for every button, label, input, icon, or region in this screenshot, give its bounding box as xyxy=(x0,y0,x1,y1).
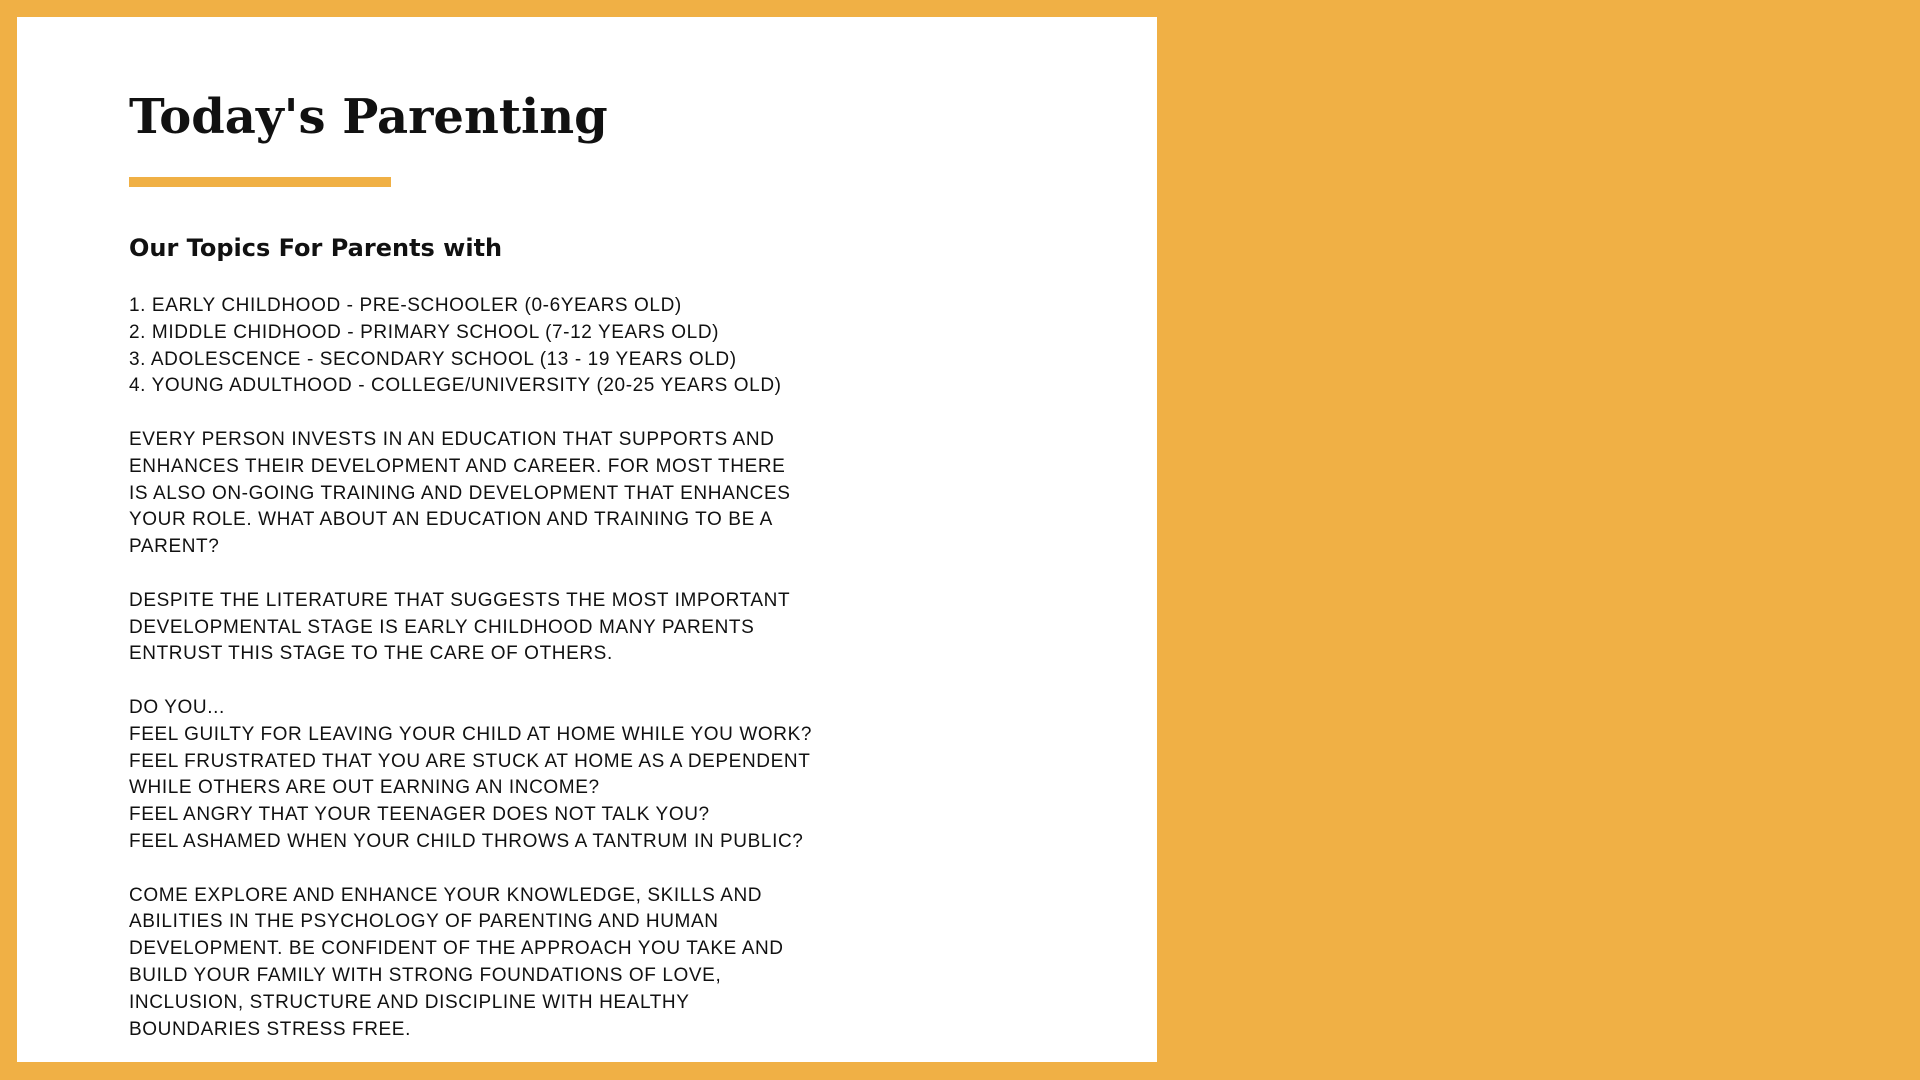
paragraph-line: ENTRUST THIS STAGE TO THE CARE OF OTHERS. xyxy=(129,643,613,665)
topic-item: 2. MIDDLE CHIDHOOD - PRIMARY SCHOOL (7-12 YEARS OLD) xyxy=(129,321,720,343)
questions-intro: DO YOU... xyxy=(129,696,225,718)
paragraph-line: EVERY PERSON INVESTS IN AN EDUCATION THAT SUPPORTS AND xyxy=(129,428,775,450)
paragraph-line: PARENT? xyxy=(129,536,220,558)
topic-item: 4. YOUNG ADULTHOOD - COLLEGE/UNIVERSITY (20-25 YEARS OLD) xyxy=(129,375,782,397)
question-line: FEEL ASHAMED WHEN YOUR CHILD THROWS A TANTRUM IN PUBLIC? xyxy=(129,830,804,852)
questions-block xyxy=(129,695,849,856)
paragraph-line: DESPITE THE LITERATURE THAT SUGGESTS THE MOST IMPORTANT xyxy=(129,589,791,611)
section-subtitle: Our Topics For Parents with xyxy=(129,234,503,262)
spacer xyxy=(129,668,849,695)
paragraph-line: ENHANCES THEIR DEVELOPMENT AND CAREER. FOR MOST THERE xyxy=(129,455,786,477)
question-line: FEEL ANGRY THAT YOUR TEENAGER DOES NOT TALK YOU? xyxy=(129,804,710,826)
paragraph-line: BUILD YOUR FAMILY WITH STRONG FOUNDATIONS OF LOVE, xyxy=(129,964,722,986)
paragraph-line: INCLUSION, STRUCTURE AND DISCIPLINE WITH HEALTHY xyxy=(129,991,690,1013)
paragraph-line: ABILITIES IN THE PSYCHOLOGY OF PARENTING AND HUMAN xyxy=(129,911,719,933)
spacer xyxy=(129,856,849,883)
title-underline-bar xyxy=(129,177,391,187)
spacer xyxy=(129,561,849,588)
topic-item: 3. ADOLESCENCE - SECONDARY SCHOOL (13 - 19 YEARS OLD) xyxy=(129,348,737,370)
literature-paragraph xyxy=(129,588,849,668)
spacer xyxy=(129,400,849,427)
question-line: FEEL FRUSTRATED THAT YOU ARE STUCK AT HOME AS A DEPENDENT xyxy=(129,750,811,772)
paragraph-line: YOUR ROLE. WHAT ABOUT AN EDUCATION AND TRAINING TO BE A xyxy=(129,509,773,531)
closing-paragraph xyxy=(129,883,849,1044)
content-card xyxy=(17,17,1157,1062)
intro-paragraph xyxy=(129,427,849,561)
paragraph-line: BOUNDARIES STRESS FREE. xyxy=(129,1018,411,1040)
question-line: FEEL GUILTY FOR LEAVING YOUR CHILD AT HOME WHILE YOU WORK? xyxy=(129,723,813,745)
topic-item: 1. EARLY CHILDHOOD - PRE-SCHOOLER (0-6YEARS OLD) xyxy=(129,295,682,316)
topics-list xyxy=(129,293,849,400)
question-line: WHILE OTHERS ARE OUT EARNING AN INCOME? xyxy=(129,777,600,799)
body-text xyxy=(129,293,849,1043)
paragraph-line: DEVELOPMENTAL STAGE IS EARLY CHILDHOOD MANY PARENTS xyxy=(129,616,755,638)
page-title: Today's Parenting xyxy=(129,89,608,145)
paragraph-line: COME EXPLORE AND ENHANCE YOUR KNOWLEDGE, SKILLS AND xyxy=(129,884,763,906)
paragraph-line: DEVELOPMENT. BE CONFIDENT OF THE APPROACH YOU TAKE AND xyxy=(129,938,784,960)
paragraph-line: IS ALSO ON-GOING TRAINING AND DEVELOPMENT THAT ENHANCES xyxy=(129,482,791,504)
